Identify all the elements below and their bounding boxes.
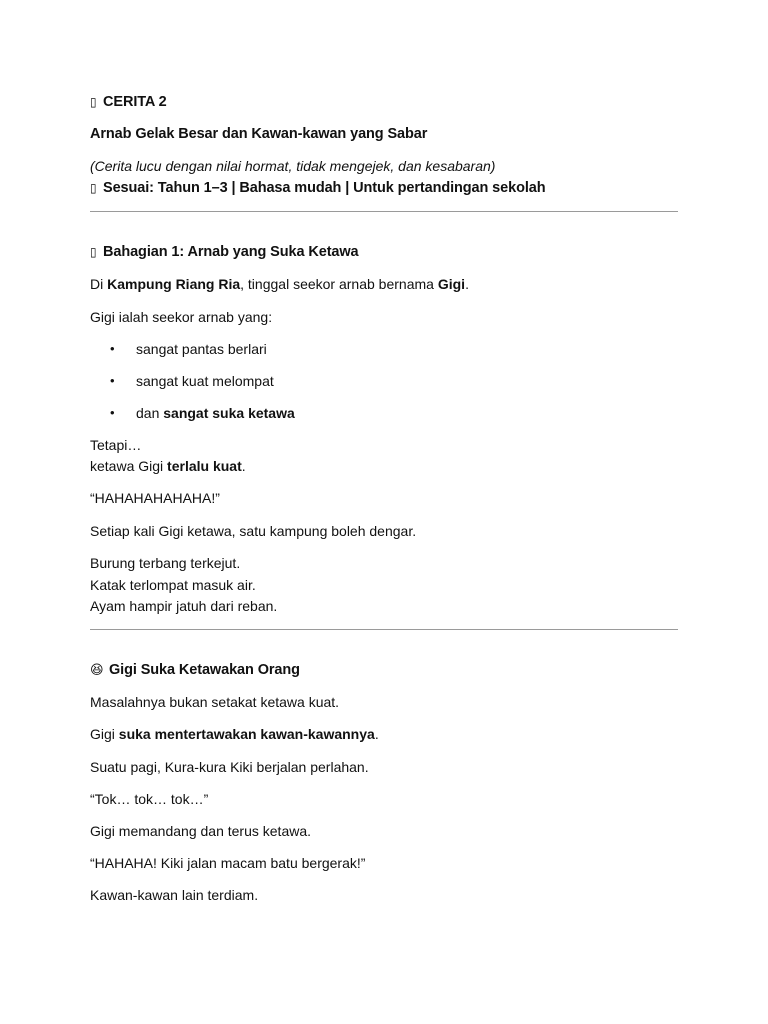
bullet-marker: • bbox=[110, 405, 115, 420]
paragraph: Kawan-kawan lain terdiam. bbox=[90, 887, 259, 903]
list-item: sangat pantas berlari bbox=[136, 341, 267, 357]
divider bbox=[90, 211, 678, 212]
section-heading-bahagian-1: ▯ Bahagian 1: Arnab yang Suka Ketawa bbox=[90, 244, 359, 260]
reaction-line: Katak terlompat masuk air. bbox=[90, 577, 256, 593]
reaction-line: Burung terbang terkejut. bbox=[90, 555, 241, 571]
paragraph: Gigi memandang dan terus ketawa. bbox=[90, 823, 312, 839]
section-heading-gigi-ketawakan: 😆 Gigi Suka Ketawakan Orang bbox=[90, 662, 300, 678]
character-name: Gigi bbox=[437, 276, 466, 292]
paragraph-description: Gigi ialah seekor arnab yang: bbox=[90, 309, 273, 325]
story-subtitle: (Cerita lucu dengan nilai hormat, tidak mengejek, dan kesabaran) bbox=[90, 158, 496, 174]
divider bbox=[90, 629, 678, 630]
paragraph-kampung: Setiap kali Gigi ketawa, satu kampung boleh dengar. bbox=[90, 523, 417, 539]
quote-gigi: “HAHAHA! Kiki jalan macam batu bergerak!” bbox=[90, 855, 366, 871]
box-glyph-icon: ▯ bbox=[90, 181, 97, 195]
place-name: Kampung Riang Ria bbox=[107, 276, 241, 292]
reaction-line: Ayam hampir jatuh dari reban. bbox=[90, 598, 278, 614]
paragraph-ketawa: ketawa Gigi terlalu kuat. bbox=[90, 458, 246, 474]
suitability-line: ▯ Sesuai: Tahun 1–3 | Bahasa mudah | Untuk pertandingan sekolah bbox=[90, 180, 546, 196]
laughing-face-icon: 😆 bbox=[90, 663, 104, 678]
paragraph-tetapi: Tetapi… bbox=[90, 437, 142, 453]
list-item: dan sangat suka ketawa bbox=[136, 405, 295, 421]
paragraph: Suatu pagi, Kura-kura Kiki berjalan perlahan. bbox=[90, 759, 369, 775]
box-glyph-icon: ▯ bbox=[90, 245, 97, 259]
paragraph: Gigi suka mentertawakan kawan-kawannya. bbox=[90, 726, 379, 742]
paragraph: Masalahnya bukan setakat ketawa kuat. bbox=[90, 694, 340, 710]
box-glyph-icon: ▯ bbox=[90, 95, 97, 109]
quote-tok: “Tok… tok… tok…” bbox=[90, 791, 209, 807]
bullet-marker: • bbox=[110, 341, 115, 356]
paragraph-intro: Di Kampung Riang Ria, tinggal seekor arnab bernama Gigi. bbox=[90, 276, 469, 292]
cerita-label: ▯ CERITA 2 bbox=[90, 94, 167, 110]
bullet-marker: • bbox=[110, 373, 115, 388]
quote-laugh: “HAHAHAHAHAHA!” bbox=[90, 490, 220, 506]
story-title: Arnab Gelak Besar dan Kawan-kawan yang Sabar bbox=[90, 126, 428, 142]
list-item: sangat kuat melompat bbox=[136, 373, 274, 389]
